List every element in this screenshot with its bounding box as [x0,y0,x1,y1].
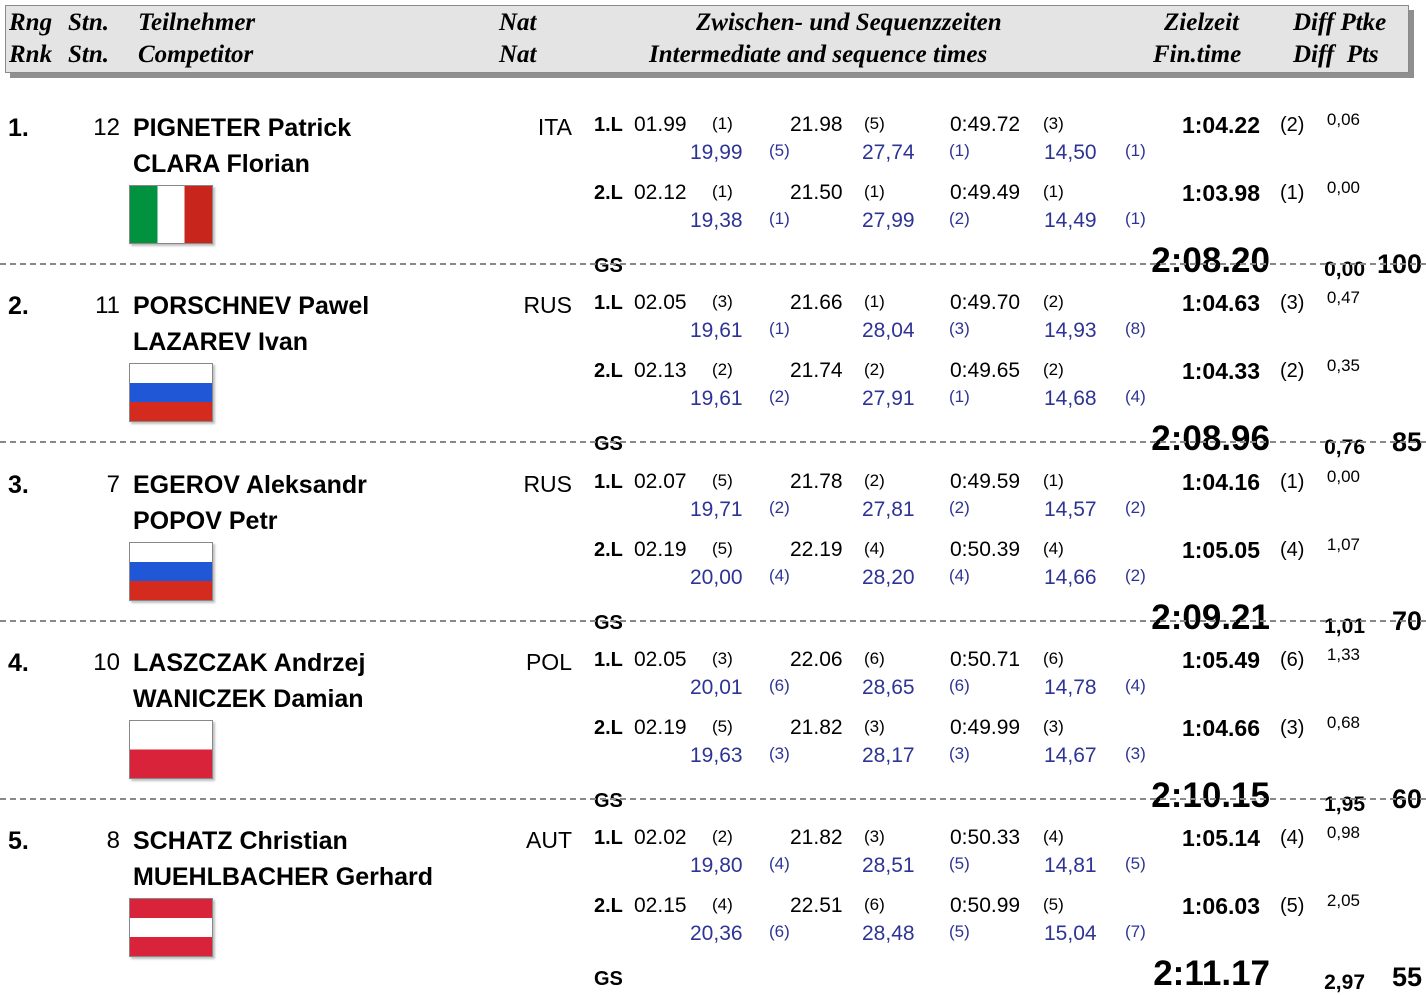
nation-code: RUS [523,471,572,497]
intermediate-2: 21.74 [790,359,843,382]
rank: 4. [8,649,29,677]
sequence-3-rank: (5) [1125,854,1146,873]
sequence-2-rank: (2) [949,209,970,228]
country-flag [129,542,213,601]
points: 85 [1391,427,1422,457]
lap-label: 2.L [594,539,623,561]
sequence-1: 19,80 [690,854,743,877]
finish-rank: (2) [1280,114,1305,136]
sequence-2-rank: (4) [949,566,970,585]
rank: 2. [8,292,29,320]
intermediate-2-rank: (2) [864,360,885,379]
intermediate-3: 0:49.72 [950,113,1021,136]
finish-time: 1:04.66 [1181,715,1260,741]
finish-rank: (3) [1280,292,1305,314]
intermediate-3-rank: (3) [1043,114,1064,133]
header-times-de: Zwischen- und Sequenzzeiten [696,9,1002,36]
sequence-2: 28,65 [862,676,915,699]
intermediate-1-rank: (3) [712,292,733,311]
lap-diff: 0,06 [1326,110,1360,129]
column-header [5,5,1409,73]
header-diff-pts-en: Diff Pts [1293,41,1379,68]
lap-label: 2.L [594,895,623,917]
points: 70 [1391,606,1422,636]
entry-separator [0,798,1426,800]
sequence-2: 27,91 [862,387,915,410]
lap-label: 1.L [594,471,623,493]
sequence-2-rank: (6) [949,676,970,695]
finish-rank: (6) [1280,649,1305,671]
intermediate-1: 02.07 [634,470,687,493]
sequence-2: 28,04 [862,319,915,342]
intermediate-3-rank: (2) [1043,292,1064,311]
rank: 3. [8,471,29,499]
header-fintime-en: Fin.time [1153,41,1242,68]
nation-code: AUT [526,827,572,853]
header-competitor-de: Teilnehmer [138,9,256,36]
result-entry [0,452,1426,638]
total-time: 2:09.21 [1151,598,1270,637]
sequence-3-rank: (2) [1125,498,1146,517]
intermediate-1-rank: (5) [712,717,733,736]
entry-separator [0,263,1426,265]
intermediate-2-rank: (1) [864,292,885,311]
sequence-2-rank: (3) [949,744,970,763]
total-time: 2:10.15 [1151,776,1270,815]
finish-rank: (1) [1280,182,1305,204]
intermediate-2-rank: (5) [864,114,885,133]
lap-diff: 0,68 [1326,713,1360,732]
intermediate-2-rank: (2) [864,471,885,490]
intermediate-1: 02.19 [634,538,687,561]
header-bib-en: Stn. [68,41,110,68]
entry-separator [0,441,1426,443]
sequence-3: 14,66 [1044,566,1097,589]
header-competitor-en: Competitor [138,41,254,68]
intermediate-3-rank: (1) [1043,471,1064,490]
country-flag [129,185,213,244]
intermediate-3: 0:50.71 [950,648,1021,671]
start-number: 7 [106,471,120,498]
sequence-1-rank: (4) [769,566,790,585]
start-number: 12 [93,114,120,141]
total-label: GS [594,433,623,455]
finish-time: 1:05.49 [1181,647,1260,673]
total-diff: 0,76 [1324,436,1365,459]
sequence-1-rank: (4) [769,854,790,873]
sequence-2-rank: (2) [949,498,970,517]
rank: 1. [8,114,29,142]
competitor-name-1: PORSCHNEV Pawel [133,292,370,320]
sequence-2: 28,17 [862,744,915,767]
finish-rank: (1) [1280,471,1305,493]
lap-diff: 0,00 [1326,178,1360,197]
sequence-3-rank: (1) [1125,141,1146,160]
result-entry [0,808,1426,994]
sequence-1-rank: (5) [769,141,790,160]
sequence-3: 14,50 [1044,141,1097,164]
sequence-2: 28,20 [862,566,915,589]
lap-diff: 2,05 [1326,891,1360,910]
intermediate-2-rank: (6) [864,649,885,668]
start-number: 10 [93,649,120,676]
total-label: GS [594,968,623,990]
intermediate-1: 02.15 [634,894,687,917]
competitor-name-1: LASZCZAK Andrzej [133,649,366,677]
sequence-2-rank: (3) [949,319,970,338]
intermediate-3: 0:50.39 [950,538,1021,561]
nation-code: ITA [537,114,572,140]
total-label: GS [594,790,623,812]
intermediate-1-rank: (5) [712,539,733,558]
intermediate-2: 22.06 [790,648,843,671]
finish-rank: (4) [1280,539,1305,561]
intermediate-2-rank: (3) [864,717,885,736]
sequence-2-rank: (5) [949,854,970,873]
header-fintime-de: Zielzeit [1164,9,1239,36]
finish-time: 1:04.22 [1181,112,1260,138]
sequence-1: 19,61 [690,319,743,342]
sequence-3: 14,57 [1044,498,1097,521]
competitor-name-1: PIGNETER Patrick [133,114,352,142]
finish-time: 1:06.03 [1181,893,1260,919]
lap-diff: 0,35 [1326,356,1360,375]
points: 100 [1376,249,1422,279]
sequence-1-rank: (1) [769,209,790,228]
lap-label: 2.L [594,717,623,739]
competitor-name-2: MUEHLBACHER Gerhard [133,863,434,891]
points: 60 [1391,784,1422,814]
sequence-1: 20,01 [690,676,743,699]
total-diff: 1,95 [1324,793,1365,816]
sequence-2: 27,99 [862,209,915,232]
header-rank-de: Rng [9,9,53,36]
intermediate-1-rank: (2) [712,827,733,846]
total-time: 2:11.17 [1153,954,1270,993]
sequence-1-rank: (2) [769,498,790,517]
intermediate-3: 0:50.33 [950,826,1021,849]
sequence-1: 19,99 [690,141,743,164]
intermediate-3-rank: (6) [1043,649,1064,668]
intermediate-2: 21.98 [790,113,843,136]
sequence-3-rank: (1) [1125,209,1146,228]
intermediate-2-rank: (3) [864,827,885,846]
finish-rank: (4) [1280,827,1305,849]
country-flag [129,720,213,779]
sequence-2: 27,81 [862,498,915,521]
intermediate-3: 0:50.99 [950,894,1021,917]
total-diff: 0,00 [1324,258,1365,281]
competitor-name-1: EGEROV Aleksandr [133,471,367,499]
lap-diff: 0,00 [1326,467,1360,486]
intermediate-3: 0:49.65 [950,359,1021,382]
sequence-2: 27,74 [862,141,915,164]
competitor-name-2: LAZAREV Ivan [133,328,309,356]
intermediate-3-rank: (4) [1043,539,1064,558]
header-rank-en: Rnk [9,41,53,68]
finish-rank: (3) [1280,717,1305,739]
entry-separator [0,620,1426,622]
sequence-3-rank: (4) [1125,387,1146,406]
header-nat-en: Nat [499,41,537,68]
intermediate-3-rank: (2) [1043,360,1064,379]
sequence-1: 20,36 [690,922,743,945]
sequence-1: 19,63 [690,744,743,767]
competitor-name-2: POPOV Petr [133,507,278,535]
start-number: 8 [106,827,120,854]
finish-rank: (2) [1280,360,1305,382]
finish-time: 1:04.63 [1181,290,1260,316]
sequence-3: 14,81 [1044,854,1097,877]
total-time: 2:08.20 [1151,241,1270,280]
sequence-1-rank: (2) [769,387,790,406]
lap-diff: 1,07 [1326,535,1360,554]
result-entry [0,95,1426,281]
lap-diff: 1,33 [1326,645,1360,664]
total-diff: 1,01 [1324,615,1365,638]
sequence-3: 14,78 [1044,676,1097,699]
intermediate-1: 02.12 [634,181,687,204]
finish-time: 1:05.14 [1181,825,1260,851]
sequence-3-rank: (4) [1125,676,1146,695]
header-nat-de: Nat [499,9,537,36]
total-time: 2:08.96 [1151,419,1270,458]
lap-label: 1.L [594,114,623,136]
country-flag [129,363,213,422]
intermediate-1: 02.05 [634,648,687,671]
sequence-3: 14,68 [1044,387,1097,410]
finish-time: 1:03.98 [1181,180,1260,206]
intermediate-1: 02.02 [634,826,687,849]
sequence-3-rank: (3) [1125,744,1146,763]
competitor-name-2: WANICZEK Damian [133,685,364,713]
sequence-1-rank: (6) [769,676,790,695]
intermediate-3-rank: (4) [1043,827,1064,846]
sequence-1-rank: (1) [769,319,790,338]
sequence-2-rank: (1) [949,141,970,160]
lap-label: 2.L [594,182,623,204]
nation-code: RUS [523,292,572,318]
intermediate-3: 0:49.49 [950,181,1021,204]
total-diff: 2,97 [1324,971,1365,994]
intermediate-2: 21.78 [790,470,843,493]
total-label: GS [594,255,623,277]
intermediate-3: 0:49.59 [950,470,1021,493]
lap-label: 2.L [594,360,623,382]
competitor-name-2: CLARA Florian [133,150,310,178]
lap-label: 1.L [594,292,623,314]
sequence-3-rank: (2) [1125,566,1146,585]
sequence-3-rank: (7) [1125,922,1146,941]
intermediate-2: 21.82 [790,826,843,849]
sequence-1-rank: (6) [769,922,790,941]
intermediate-1: 02.13 [634,359,687,382]
total-label: GS [594,612,623,634]
finish-time: 1:04.16 [1181,469,1260,495]
sequence-1: 19,38 [690,209,743,232]
intermediate-1-rank: (3) [712,649,733,668]
intermediate-1-rank: (2) [712,360,733,379]
start-number: 11 [95,292,120,319]
competitor-name-1: SCHATZ Christian [133,827,348,855]
intermediate-1: 02.05 [634,291,687,314]
intermediate-3-rank: (5) [1043,895,1064,914]
intermediate-3: 0:49.99 [950,716,1021,739]
sequence-2-rank: (5) [949,922,970,941]
sequence-3: 14,93 [1044,319,1097,342]
sequence-1-rank: (3) [769,744,790,763]
intermediate-2-rank: (1) [864,182,885,201]
finish-rank: (5) [1280,895,1305,917]
intermediate-2: 22.51 [790,894,843,917]
lap-diff: 0,47 [1326,288,1360,307]
sequence-3: 14,49 [1044,209,1097,232]
result-entry [0,273,1426,459]
intermediate-1: 02.19 [634,716,687,739]
finish-time: 1:05.05 [1181,537,1260,563]
intermediate-3: 0:49.70 [950,291,1021,314]
sequence-1: 19,71 [690,498,743,521]
header-diff-pts-de: Diff Ptke [1293,9,1387,36]
intermediate-1-rank: (1) [712,182,733,201]
sequence-3: 15,04 [1044,922,1097,945]
country-flag [129,898,213,957]
sequence-2: 28,48 [862,922,915,945]
lap-label: 1.L [594,827,623,849]
intermediate-2-rank: (6) [864,895,885,914]
finish-time: 1:04.33 [1181,358,1260,384]
nation-code: POL [525,649,572,675]
intermediate-2: 21.82 [790,716,843,739]
intermediate-3-rank: (1) [1043,182,1064,201]
intermediate-2: 22.19 [790,538,843,561]
header-bib-de: Stn. [68,9,110,36]
intermediate-1-rank: (1) [712,114,733,133]
intermediate-2-rank: (4) [864,539,885,558]
intermediate-2: 21.50 [790,181,843,204]
rank: 5. [8,827,29,855]
sequence-1: 19,61 [690,387,743,410]
header-times-en: Intermediate and sequence times [649,41,988,68]
intermediate-1-rank: (4) [712,895,733,914]
intermediate-1: 01.99 [634,113,687,136]
intermediate-1-rank: (5) [712,471,733,490]
points: 55 [1391,962,1422,992]
sequence-3: 14,67 [1044,744,1097,767]
sequence-3-rank: (8) [1125,319,1146,338]
intermediate-2: 21.66 [790,291,843,314]
lap-label: 1.L [594,649,623,671]
intermediate-3-rank: (3) [1043,717,1064,736]
sequence-1: 20,00 [690,566,743,589]
sequence-2: 28,51 [862,854,915,877]
lap-diff: 0,98 [1326,823,1360,842]
result-entry [0,630,1426,816]
sequence-2-rank: (1) [949,387,970,406]
